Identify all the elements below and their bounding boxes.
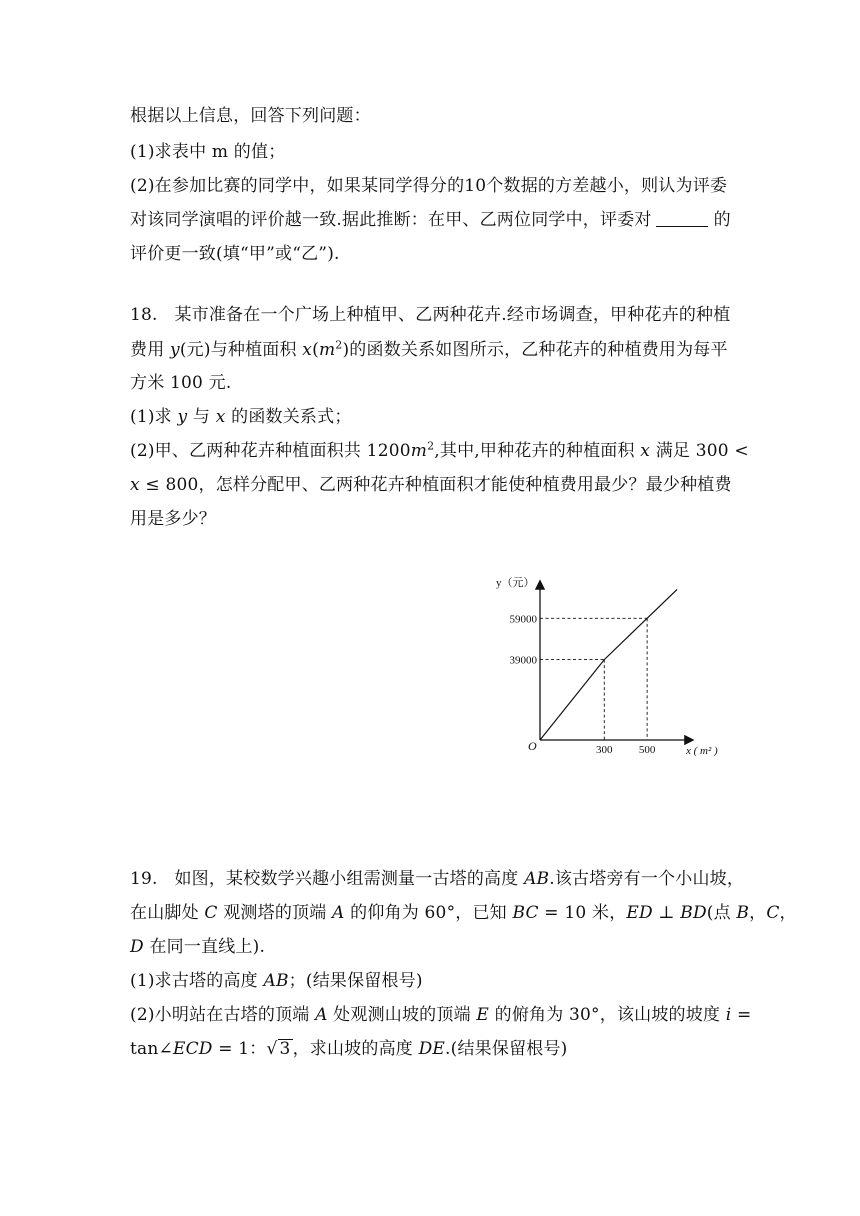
q18-part2-line3: 用是多少？: [130, 509, 216, 529]
series-line: [540, 589, 677, 740]
q19-part2-line2: tan∠ECD = 1：√ 3 ，求山坡的高度 DE.(结果保留根号): [130, 1039, 568, 1059]
q18-part2-line2: x ≤ 800，怎样分配甲、乙两种花卉种植面积才能使种植费用最少？最少种植费: [130, 475, 732, 495]
q18-part1: (1)求 y 与 x 的函数关系式；: [130, 407, 352, 427]
q17-part2-line1: (2)在参加比赛的同学中，如果某同学得分的10个数据的方差越小，则认为评委: [130, 176, 728, 196]
x-axis-label: x ( m² ): [686, 745, 718, 757]
x-tick-label-2: 500: [638, 744, 656, 756]
y-axis-label: y（元）: [496, 577, 535, 589]
q18-line3: 方米 100 元.: [130, 373, 232, 393]
q19-line1: 19. 如图，某校数学兴趣小组需测量一古塔的高度 AB.该古塔旁有一个小山坡，: [130, 869, 745, 889]
q17-part1: (1)求表中 m 的值；: [130, 142, 286, 162]
q17-part2-line2: 对该同学演唱的评价越一致.据此推断：在甲、乙两位同学中，评委对 的: [130, 210, 731, 230]
answer-blank[interactable]: [656, 210, 708, 227]
q19-part1: (1)求古塔的高度 AB；(结果保留根号): [130, 971, 423, 991]
y-tick-label-2: 59000: [509, 613, 537, 626]
x-tick-label-1: 300: [596, 744, 613, 756]
tick-labels: [510, 613, 656, 756]
q19-line2: 在山脚处 C 观测塔的顶端 A 的仰角为 60°，已知 BC = 10 米，ED ⊥ BD(点 B，C，: [130, 903, 797, 923]
q17-intro: 根据以上信息，回答下列问题：: [130, 106, 371, 126]
sqrt-three: 3: [279, 1039, 291, 1059]
q19-part2-line1: (2)小明站在古塔的顶端 A 处观测山坡的顶端 E 的俯角为 30°，该山坡的坡度 i =: [130, 1005, 752, 1025]
cost-area-chart: [480, 560, 740, 770]
q18-part2-line1: (2)甲、乙两种花卉种植面积共 $1200m^2$,其中,甲种花卉的种植面积 x 满足 300 <: [130, 439, 749, 461]
q19-line3: D 在同一直线上).: [130, 937, 266, 957]
y-tick-label-1: 39000: [509, 654, 537, 667]
q18-line2: 费用 y(元)与种植面积 $x(m^2)$的函数关系如图所示，乙种花卉的种植费用为每平: [130, 338, 728, 360]
guide-lines: [540, 618, 647, 740]
q18-number: 18.: [130, 305, 158, 325]
origin-label: O: [528, 739, 537, 753]
q18-line1: 18. 某市准备在一个广场上种植甲、乙两种花卉.经市场调查，甲种花卉的种植: [130, 305, 731, 325]
q19-number: 19.: [130, 869, 158, 889]
q17-part2-line3: 评价更一致(填“甲”或“乙”).: [130, 244, 340, 264]
